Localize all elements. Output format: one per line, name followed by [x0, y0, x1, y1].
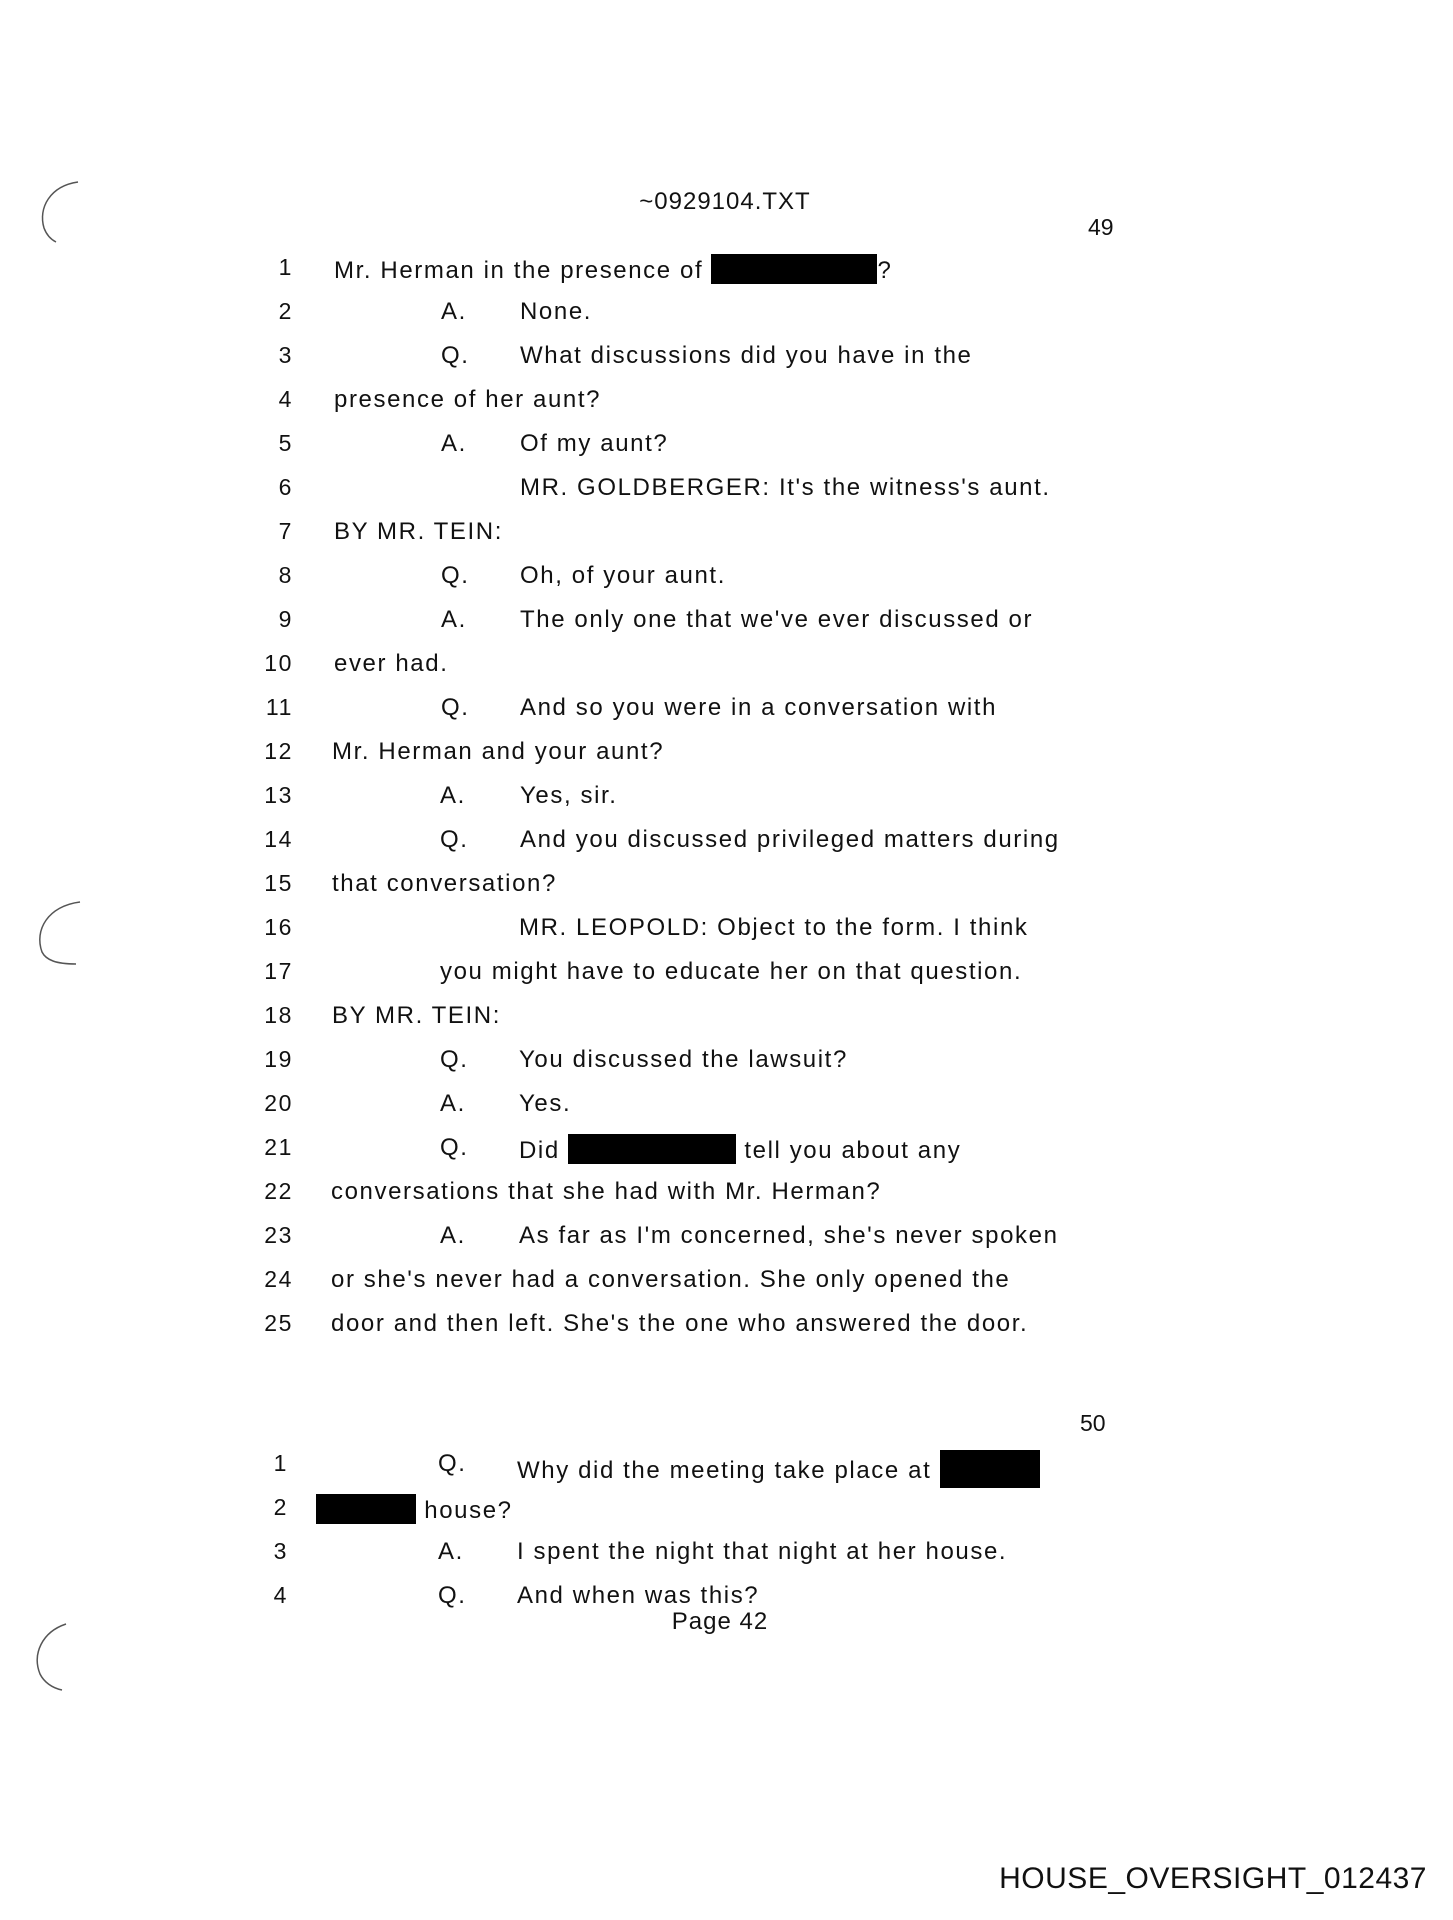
line-text: house?	[416, 1497, 513, 1524]
line-text: And so you were in a conversation with	[520, 694, 998, 721]
line-text: BY MR. TEIN:	[334, 518, 504, 545]
line-text: The only one that we've ever discussed or	[520, 606, 1034, 633]
line-number: 4	[278, 386, 293, 412]
line-text: ?	[877, 257, 893, 284]
page-number-50: 50	[1080, 1410, 1106, 1436]
line-text: Oh, of your aunt.	[520, 562, 726, 589]
line-text: You discussed the lawsuit?	[519, 1046, 848, 1073]
line-number: 2	[278, 298, 293, 324]
line-number: 21	[264, 1134, 293, 1160]
line-text: you might have to educate her on that question.	[440, 958, 1023, 985]
page-number-49: 49	[1088, 214, 1114, 240]
speaker-marker: Q.	[441, 342, 470, 369]
speaker-marker: Q.	[440, 826, 469, 853]
line-number: 16	[264, 914, 293, 940]
speaker-marker: A.	[441, 298, 467, 325]
line-number: 1	[273, 1450, 288, 1476]
speaker-marker: A.	[440, 1222, 466, 1249]
speaker-marker: A.	[440, 782, 466, 809]
line-text: And you discussed privileged matters during	[520, 826, 1060, 853]
redaction-box	[568, 1134, 736, 1164]
line-text: None.	[520, 298, 593, 325]
line-text: MR. LEOPOLD: Object to the form. I think	[519, 914, 1029, 941]
line-text: Mr. Herman in the presence of	[334, 257, 712, 284]
speaker-marker: A.	[440, 1090, 466, 1117]
line-text: BY MR. TEIN:	[332, 1002, 502, 1029]
punch-hole-mark-bottom	[26, 1622, 96, 1692]
line-text: Yes.	[519, 1090, 572, 1117]
line-text: And when was this?	[517, 1582, 760, 1609]
line-text: tell you about any	[736, 1137, 962, 1164]
line-text: I spent the night that night at her house.	[517, 1538, 1008, 1565]
speaker-marker: Q.	[441, 694, 470, 721]
line-text: What discussions did you have in the	[520, 342, 973, 369]
line-number: 10	[264, 650, 293, 676]
line-text: or she's never had a conversation. She only opened the	[331, 1266, 1011, 1293]
line-number: 9	[278, 606, 293, 632]
page-label: Page 42	[671, 1608, 769, 1635]
speaker-marker: Q.	[438, 1450, 467, 1477]
line-number: 2	[273, 1494, 288, 1520]
line-number: 12	[264, 738, 293, 764]
line-number: 11	[265, 694, 293, 720]
line-number: 20	[264, 1090, 293, 1116]
line-number: 7	[278, 518, 293, 544]
speaker-marker: Q.	[440, 1046, 469, 1073]
line-number: 13	[264, 782, 293, 808]
line-number: 3	[278, 342, 293, 368]
line-text: Why did the meeting take place at	[517, 1457, 940, 1484]
line-text: ever had.	[334, 650, 449, 677]
line-text: Did	[519, 1137, 569, 1164]
line-number: 4	[273, 1582, 288, 1608]
speaker-marker: Q.	[438, 1582, 467, 1609]
line-text: presence of her aunt?	[334, 386, 602, 413]
speaker-marker: A.	[441, 430, 467, 457]
redaction-box	[940, 1450, 1040, 1488]
bates-number: HOUSE_OVERSIGHT_012437	[999, 1862, 1427, 1895]
line-text: Yes, sir.	[520, 782, 618, 809]
speaker-marker: A.	[438, 1538, 464, 1565]
line-number: 15	[264, 870, 293, 896]
line-number: 1	[278, 254, 293, 280]
speaker-marker: A.	[441, 606, 467, 633]
line-text: As far as I'm concerned, she's never spoken	[519, 1222, 1059, 1249]
speaker-marker: Q.	[440, 1134, 469, 1161]
punch-hole-mark-middle	[30, 900, 100, 970]
redaction-box	[711, 254, 877, 284]
line-number: 3	[273, 1538, 288, 1564]
line-number: 14	[264, 826, 293, 852]
line-number: 24	[264, 1266, 293, 1292]
line-number: 23	[264, 1222, 293, 1248]
redaction-box	[316, 1494, 416, 1524]
line-number: 6	[278, 474, 293, 500]
line-number: 22	[264, 1178, 293, 1204]
line-number: 18	[264, 1002, 293, 1028]
line-text: that conversation?	[332, 870, 557, 897]
speaker-marker: Q.	[441, 562, 470, 589]
line-number: 5	[278, 430, 293, 456]
line-number: 17	[264, 958, 293, 984]
line-text: door and then left. She's the one who answered the door.	[331, 1310, 1029, 1337]
line-text: conversations that she had with Mr. Herman?	[331, 1178, 882, 1205]
line-number: 8	[278, 562, 293, 588]
punch-hole-mark-top	[30, 178, 100, 248]
line-text: MR. GOLDBERGER: It's the witness's aunt.	[520, 474, 1051, 501]
line-text: Mr. Herman and your aunt?	[332, 738, 665, 765]
line-number: 19	[264, 1046, 293, 1072]
line-text: Of my aunt?	[520, 430, 669, 457]
line-number: 25	[264, 1310, 293, 1336]
file-name-header: ~0929104.TXT	[639, 188, 811, 215]
